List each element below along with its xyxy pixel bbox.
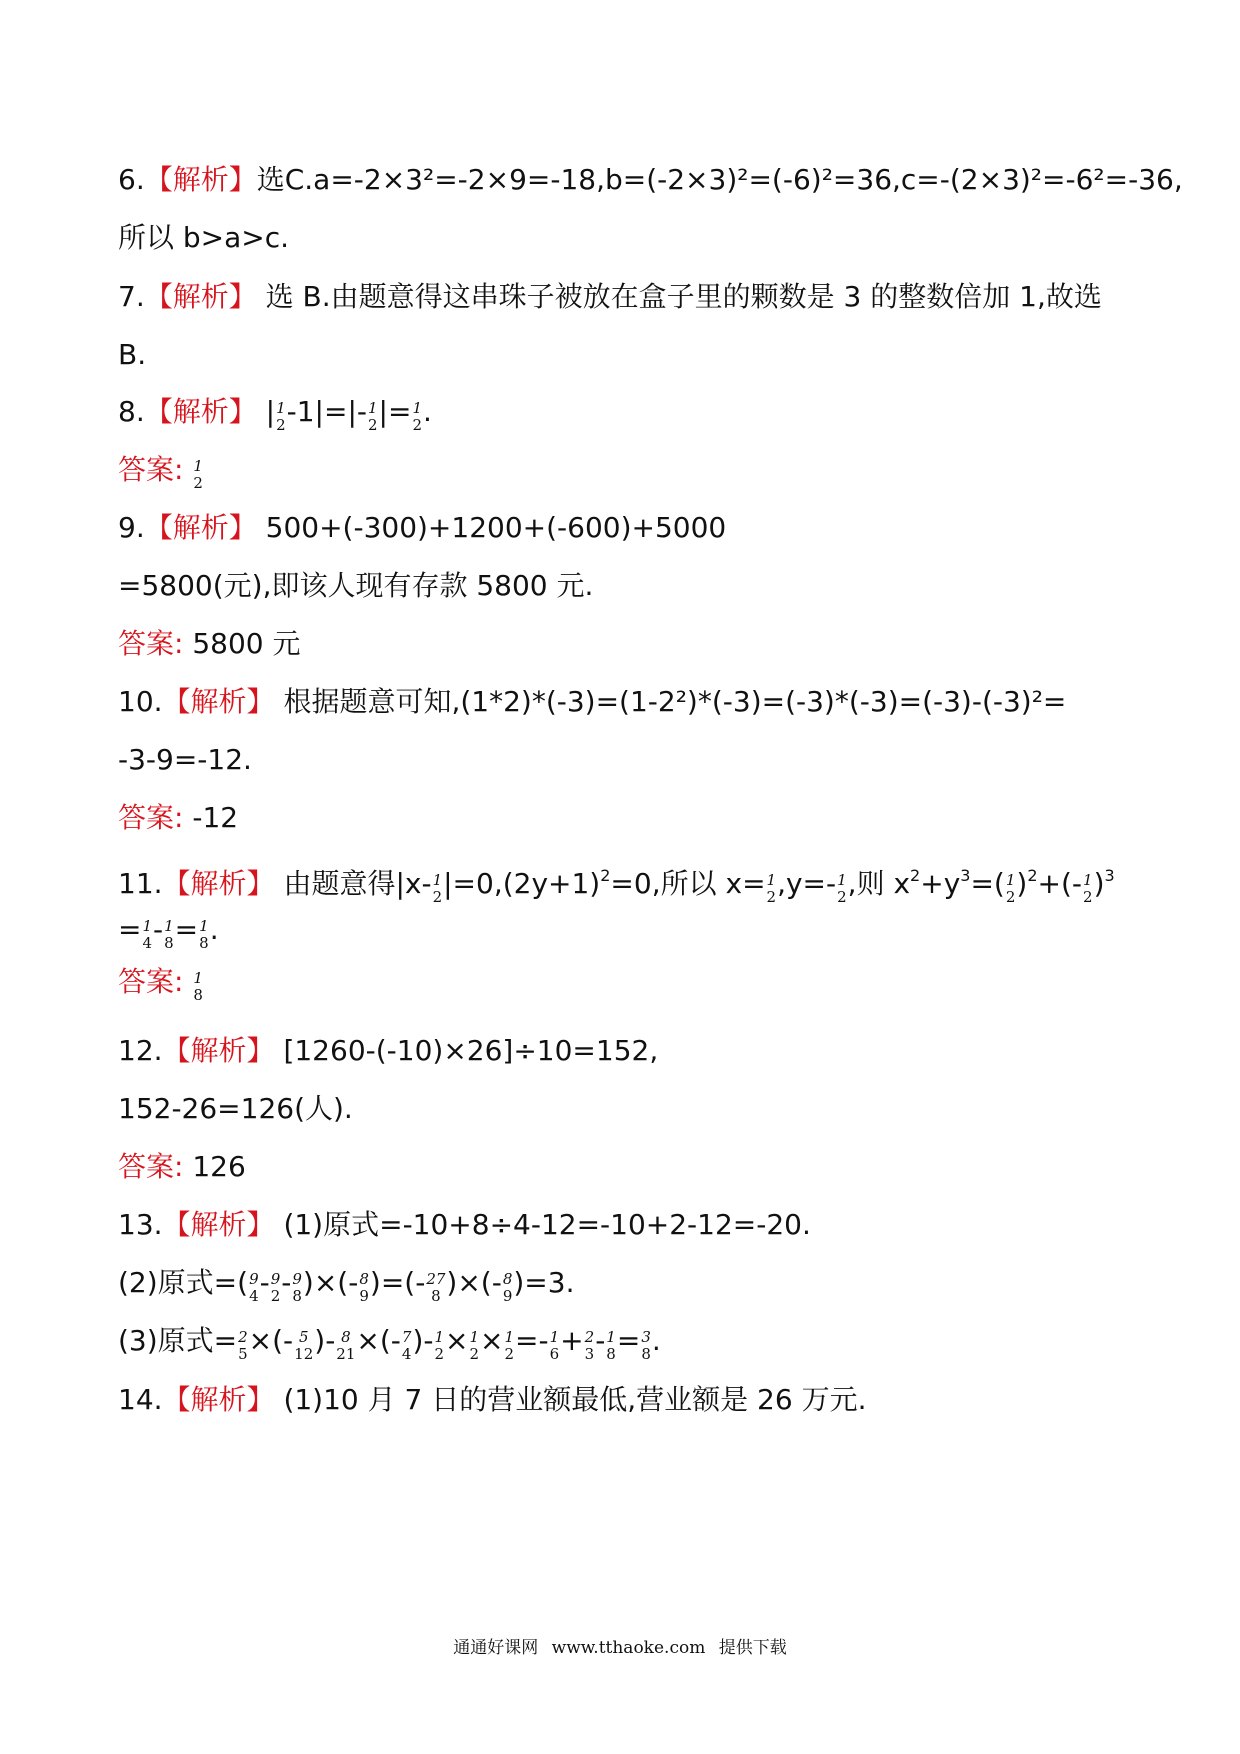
answer-fraction: 1 2	[193, 457, 203, 492]
q12-answer: 答案: 126	[118, 1150, 246, 1183]
page-footer	[0, 1633, 1240, 1658]
q11-line2: = 1 4 - 1 8 = 1 8 .	[118, 913, 219, 952]
fraction: 1 2	[1005, 871, 1016, 906]
fraction: 1 4	[142, 917, 153, 952]
q6-line2: 所以 b>a>c.	[118, 221, 290, 254]
analysis-tag: 【解析】	[162, 867, 275, 900]
q11-answer	[118, 962, 204, 1002]
analysis-tag: 【解析】	[162, 685, 275, 718]
q13-line2: (2)原式=( 9 4 - 9 2 - 9 8 )×(- 8 9 )=(- 27 8 )×(- 8 9 )=3.	[118, 1266, 575, 1305]
answer-label: 答案:	[118, 1150, 184, 1183]
footer-note: 提供下载	[718, 1638, 787, 1658]
q8-answer	[118, 450, 204, 490]
q10-line2: -3-9=-12.	[118, 743, 252, 776]
q9-answer: 答案: 5800 元	[118, 627, 301, 660]
q9-line2: =5800(元),即该人现有存款 5800 元.	[118, 569, 594, 602]
fraction: 2 3	[584, 1328, 595, 1363]
q8-line1: 8.【解析】 | 1 2 -1|=|- 1 2 |= 1 2 .	[118, 395, 432, 434]
answer-label: 答案:	[118, 965, 184, 998]
answer-fraction: 1 8	[193, 969, 203, 1004]
fraction: 27 8	[426, 1270, 446, 1305]
fraction: 8 21	[336, 1328, 356, 1363]
q13-line1: 13.【解析】 (1)原式=-10+8÷4-12=-10+2-12=-20.	[118, 1208, 811, 1241]
answer-label: 答案:	[118, 453, 184, 486]
fraction: 1 2	[367, 399, 378, 434]
fraction: 1 2	[504, 1328, 515, 1363]
q7-line2: B.	[118, 338, 147, 371]
fraction: 2 5	[238, 1328, 248, 1363]
q12-line2: 152-26=126(人).	[118, 1092, 353, 1125]
q13-line3: (3)原式= 2 5 ×(- 5 12 )- 8 21 ×(- 7 4 )- 1 2 × 1 2 × 1 2 =- 1 6 + 2 3 - 1 8 = 3 8 .	[118, 1324, 661, 1363]
fraction: 1 2	[434, 1328, 445, 1363]
fraction: 1 2	[766, 871, 777, 906]
fraction: 1 2	[276, 399, 286, 434]
q10-line1: 10.【解析】 根据题意可知,(1*2)*(-3)=(1-2²)*(-3)=(-3)*(-3)=(-3)-(-3)²=	[118, 685, 1067, 718]
analysis-tag: 【解析】	[162, 1383, 275, 1416]
fraction: 3 8	[641, 1328, 651, 1363]
analysis-tag: 【解析】	[162, 1208, 275, 1241]
fraction: 1 2	[1083, 871, 1093, 906]
fraction: 7 4	[401, 1328, 412, 1363]
fraction: 8 9	[359, 1270, 369, 1305]
analysis-tag: 【解析】	[162, 1034, 275, 1067]
fraction: 9 2	[270, 1270, 281, 1305]
fraction: 9 8	[292, 1270, 302, 1305]
fraction: 1 2	[469, 1328, 480, 1363]
q9-line1: 9.【解析】 500+(-300)+1200+(-600)+5000	[118, 511, 727, 544]
q6-line1: 6.【解析】选C.a=-2×3²=-2×9=-18,b=(-2×3)²=(-6)²=36,c=-(2×3)²=-6²=-36,	[118, 163, 1183, 196]
fraction: 1 6	[549, 1328, 560, 1363]
fraction: 1 8	[606, 1328, 616, 1363]
analysis-tag: 【解析】	[144, 395, 257, 428]
fraction: 1 2	[432, 871, 443, 906]
analysis-tag: 【解析】	[144, 511, 257, 544]
fraction: 1 8	[164, 917, 174, 952]
q7-line1: 7.【解析】 选 B.由题意得这串珠子被放在盒子里的颗数是 3 的整数倍加 1,故选	[118, 280, 1102, 313]
fraction: 1 2	[837, 871, 847, 906]
fraction: 1 8	[199, 917, 209, 952]
fraction: 9 4	[249, 1270, 259, 1305]
q10-answer: 答案: -12	[118, 801, 239, 834]
fraction: 8 9	[502, 1270, 513, 1305]
footer-url[interactable]: www.tthaoke.com	[551, 1638, 706, 1658]
fraction: 5 12	[294, 1328, 314, 1363]
q14-line1: 14.【解析】 (1)10 月 7 日的营业额最低,营业额是 26 万元.	[118, 1383, 867, 1416]
analysis-tag: 【解析】	[144, 163, 257, 196]
q12-line1: 12.【解析】 [1260-(-10)×26]÷10=152,	[118, 1034, 659, 1067]
fraction: 1 2	[412, 399, 422, 434]
answer-label: 答案:	[118, 627, 184, 660]
answer-label: 答案:	[118, 801, 184, 834]
analysis-tag: 【解析】	[144, 280, 257, 313]
footer-site: 通通好课网	[453, 1638, 539, 1658]
q11-line1: 11.【解析】 由题意得|x- 1 2 $|=0,(2y+1)^2=0$,所以 x= 1 2 ,y=- 1 2 ,则 $x^2+y^3=$( 1 2 )$^2$+(- 1 2 )$^3$	[118, 866, 1115, 906]
